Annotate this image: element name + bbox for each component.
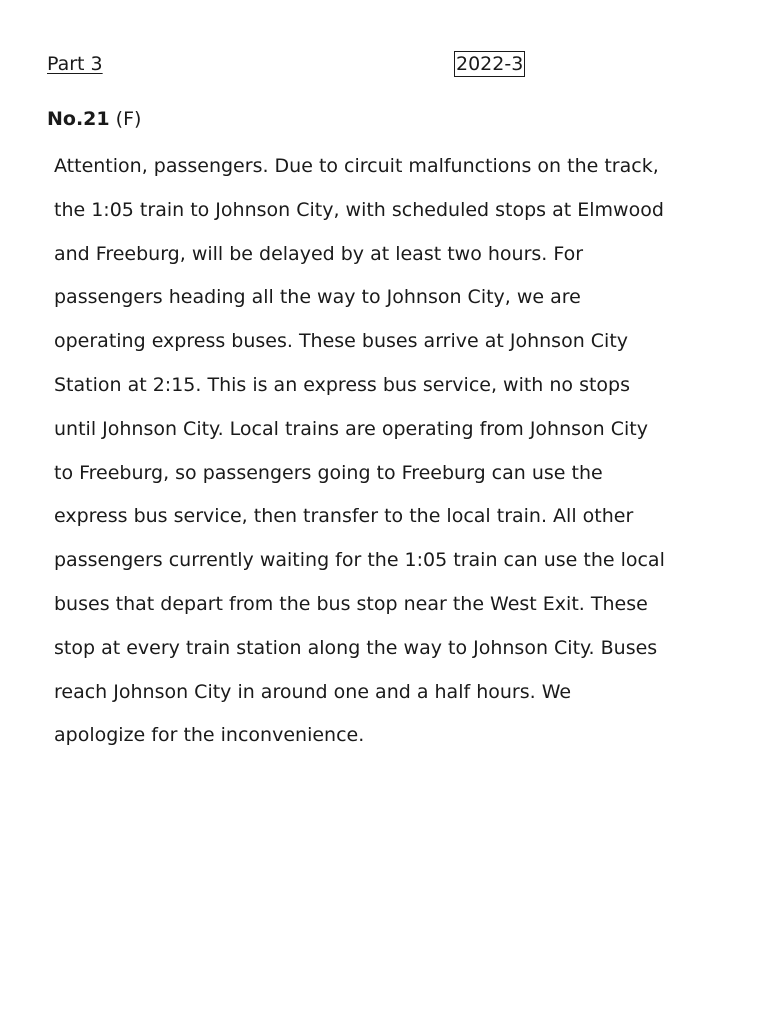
- passage-line: express bus service, then transfer to the local train. All other: [54, 505, 634, 528]
- passage-line: passengers heading all the way to Johnson City, we are: [54, 286, 581, 309]
- question-number: No.21: [47, 108, 110, 130]
- exam-code-box: 2022-3: [456, 53, 524, 75]
- passage-line: Attention, passengers. Due to circuit malfunctions on the track,: [54, 155, 659, 177]
- question-tag: (F): [115, 108, 142, 130]
- passage-line: to Freeburg, so passengers going to Freeburg can use the: [54, 461, 603, 484]
- passage-text: [54, 145, 734, 758]
- passage-line: buses that depart from the bus stop near the West Exit. These: [54, 592, 648, 615]
- passage-line: and Freeburg, will be delayed by at least two hours. For: [54, 242, 584, 265]
- passage-line: the 1:05 train to Johnson City, with scheduled stops at Elmwood: [54, 198, 664, 221]
- passage-line: passengers currently waiting for the 1:05 train can use the local: [54, 549, 665, 572]
- passage-line: Station at 2:15. This is an express bus service, with no stops: [54, 373, 631, 396]
- passage-line: stop at every train station along the way to Johnson City. Buses: [54, 636, 658, 659]
- passage-line: until Johnson City. Local trains are operating from Johnson City: [54, 417, 648, 440]
- passage-line: apologize for the inconvenience.: [54, 724, 365, 747]
- passage-line: reach Johnson City in around one and a half hours. We: [54, 680, 572, 703]
- part-label: Part 3: [47, 53, 103, 75]
- question-heading: [47, 107, 141, 131]
- passage-line: operating express buses. These buses arrive at Johnson City: [54, 330, 629, 353]
